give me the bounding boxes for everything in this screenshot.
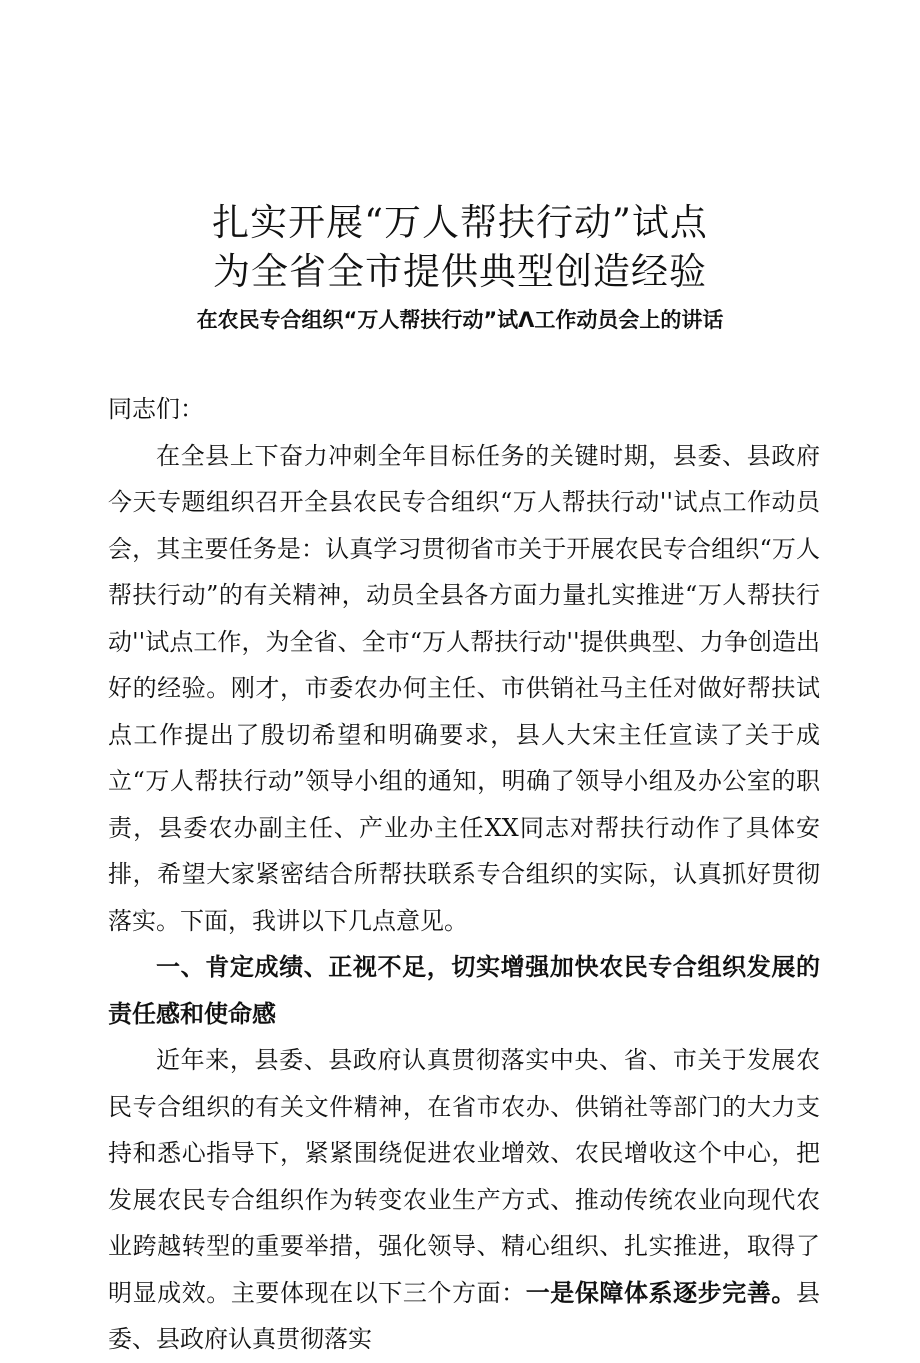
paragraph-achievements-tail: 县委、县政府认真贯彻落实 (108, 1278, 821, 1353)
document-title-line-2: 为全省全市提供典型创造经验 (213, 250, 707, 293)
paragraph-achievements-bold: 一是保障体系逐步完善。 (525, 1278, 797, 1307)
paragraph-achievements-text: 近年来，县委、县政府认真贯彻落实中央、省、市关于发展农民专合组织的有关文件精神，在省市农办、供销社等部门的大力支持和悉心指导下，紧紧围绕促进农业增效、农民增收这个中心，把发展农民专合组织作为转变农业生产方式、推动传统农业向现代农业跨越转型的重要举措，强化领导、精心组织、扎实推进，取得了明显成效。主要体现在以下三个方面： (108, 1046, 820, 1307)
salutation: 同志们： (108, 395, 204, 423)
paragraph-achievements (108, 1037, 820, 1363)
document-subtitle: 在农民专合组织“万人帮扶行动”试Λ工作动员会上的讲话 (196, 308, 724, 332)
document-title-line-1: 扎实开展“万人帮扶行动”试点 (212, 201, 708, 244)
document-body (108, 386, 820, 1363)
section-heading-1: 一、肯定成绩、正视不足，切实增强加快农民专合组织发展的责任感和使命感 (108, 953, 820, 1028)
paragraph-intro: 在全县上下奋力冲刺全年目标任务的关键时期，县委、县政府今天专题组织召开全县农民专合组织“万人帮扶行动''试点工作动员会，其主要任务是：认真学习贯彻省市关于开展农民专合组织“万人帮扶行动”的有关精神，动员全县各方面力量扎实推进“万人帮扶行动''试点工作，为全省、全市“万人帮扶行动''提供典型、力争创造出好的经验。刚才，市委农办何主任、市供销社马主任对做好帮扶试点工作提出了殷切希望和明确要求，县人大宋主任宣读了关于成立“万人帮扶行动”领导小组的通知，明确了领导小组及办公室的职责，县委农办副主任、产业办主任XX同志对帮扶行动作了具体安排，希望大家紧密结合所帮扶联系专合组织的实际，认真抓好贯彻落实。下面，我讲以下几点意见。 (108, 441, 820, 935)
